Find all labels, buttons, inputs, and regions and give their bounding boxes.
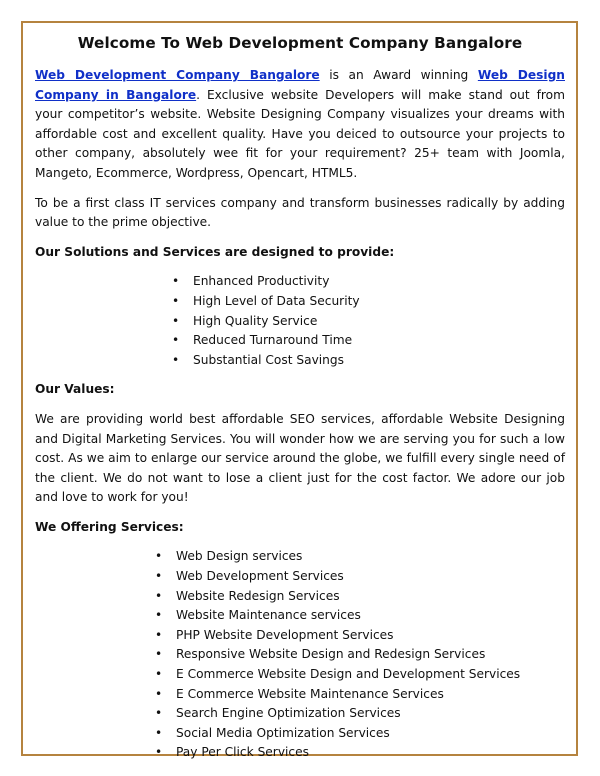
services-heading: We Offering Services: bbox=[35, 519, 184, 534]
list-item: • E Commerce Website Design and Development Services bbox=[176, 665, 565, 685]
list-item: • Web Design services bbox=[176, 547, 565, 567]
document-body bbox=[35, 34, 565, 763]
list-item: • Web Development Services bbox=[176, 567, 565, 587]
values-paragraph: We are providing world best affordable SEO services, affordable Website Designing and Digital Marketing Services. You will wonder how we are serving you for such a low cost. As we aim to enlarge our service around the globe, we fulfill every single need of the client. We do not want to lose a client just for the cost factor. We adore our job and love to work for you! bbox=[35, 411, 565, 505]
intro-text-1: is an Award winning bbox=[319, 68, 478, 82]
list-item: • High Level of Data Security bbox=[193, 292, 565, 312]
page-title: Welcome To Web Development Company Bangalore bbox=[77, 34, 523, 52]
list-item: • Pay Per Click Services bbox=[176, 743, 565, 763]
link-web-development-company[interactable]: Web Development Company Bangalore bbox=[35, 68, 320, 82]
list-item: • Responsive Website Design and Redesign Services bbox=[176, 645, 565, 665]
list-item: • Website Maintenance services bbox=[176, 606, 565, 626]
list-item: • High Quality Service bbox=[193, 312, 565, 332]
list-item: • Enhanced Productivity bbox=[193, 272, 565, 292]
values-heading: Our Values: bbox=[35, 382, 115, 397]
list-item: • Social Media Optimization Services bbox=[176, 724, 565, 744]
intro-text-2: . Exclusive website Developers will make stand out from your competitor’s website. Website Designing Company visualizes your dreams with affordable cost and excellent quality. Have you deiced to outsource your projects to other company, absolutely wee fit for your requirement? 25+ team with Joomla, Mangeto, Ecommerce, Wordpress, Opencart, HTML5. bbox=[35, 87, 565, 180]
solutions-list bbox=[193, 272, 565, 370]
list-item: • E Commerce Website Maintenance Services bbox=[176, 685, 565, 705]
list-item: • Reduced Turnaround Time bbox=[193, 331, 565, 351]
list-item: • Search Engine Optimization Services bbox=[176, 704, 565, 724]
intro-paragraph bbox=[35, 66, 565, 184]
services-list bbox=[176, 547, 565, 763]
link-web-design-company[interactable]: Web Design Company in Bangalore bbox=[35, 68, 565, 102]
solutions-heading: Our Solutions and Services are designed to provide: bbox=[35, 244, 395, 259]
list-item: • Website Redesign Services bbox=[176, 587, 565, 607]
mission-paragraph: To be a first class IT services company and transform businesses radically by adding value to the prime objective. bbox=[35, 195, 565, 230]
list-item: • PHP Website Development Services bbox=[176, 626, 565, 646]
list-item: • Substantial Cost Savings bbox=[193, 351, 565, 371]
